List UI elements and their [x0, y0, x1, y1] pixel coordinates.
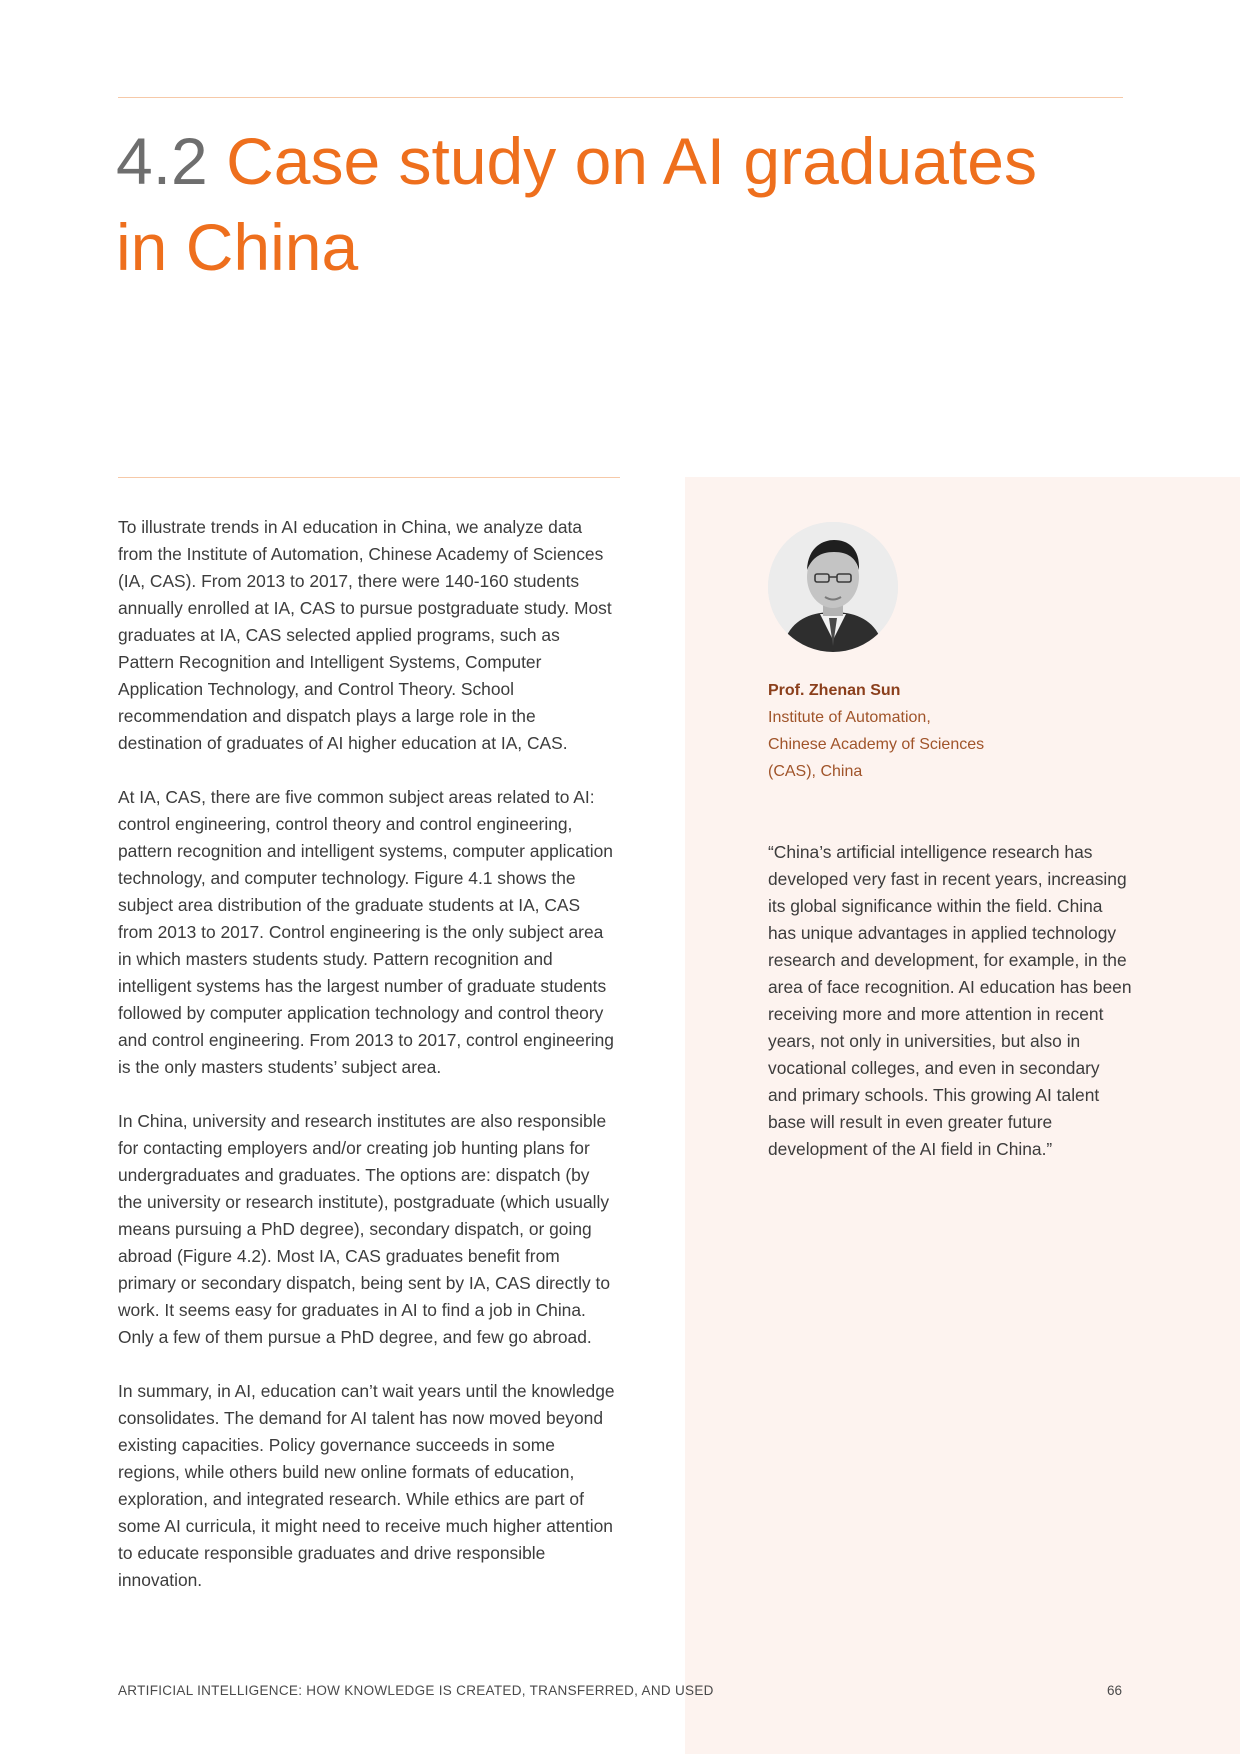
- affiliation-line: Chinese Academy of Sciences: [768, 736, 985, 753]
- affiliation-line: (CAS), China: [768, 763, 863, 780]
- section-title-line-2: in China: [116, 210, 359, 284]
- page-title: [116, 118, 1156, 290]
- portrait-photo: [768, 522, 898, 652]
- speaker-name: Prof. Zhenan Sun: [768, 682, 901, 699]
- page-number: 66: [1106, 1683, 1122, 1698]
- body-paragraph: At IA, CAS, there are five common subject areas related to AI: control engineering, control theory and control engineering, pattern recognition and intelligent systems, computer application technology, and computer technology. Figure 4.1 shows the subject area distribution of the graduate students at IA, CAS from 2013 to 2017. Control engineering is the only subject area in which masters students study. Pattern recognition and intelligent systems has the largest number of graduate students followed by computer application technology and control theory and control engineering. From 2013 to 2017, control engineering is the only masters students’ subject area.: [118, 787, 614, 1077]
- body-text: [118, 514, 618, 1621]
- body-paragraph: In China, university and research institutes are also responsible for contacting employers and/or creating job hunting plans for undergraduates and graduates. The options are: dispatch (by the university or research institute), postgraduate (which usually means pursuing a PhD degree), secondary dispatch, or going abroad (Figure 4.2). Most IA, CAS graduates benefit from primary or secondary dispatch, being sent by IA, CAS directly to work. It seems easy for graduates in AI to find a job in China. Only a few of them pursue a PhD degree, and few go abroad.: [118, 1111, 610, 1347]
- portrait-illustration: [768, 522, 898, 652]
- body-paragraph: In summary, in AI, education can’t wait years until the knowledge consolidates. The demand for AI talent has now moved beyond existing capacities. Policy governance succeeds in some regions, while others build new online formats of education, exploration, and integrated research. While ethics are part of some AI curricula, it might need to receive much higher attention to educate responsible graduates and drive responsible innovation.: [118, 1381, 615, 1590]
- speaker-affiliation: [768, 704, 1188, 785]
- body-paragraph: To illustrate trends in AI education in China, we analyze data from the Institute of Automation, Chinese Academy of Sciences (IA, CAS). From 2013 to 2017, there were 140-160 students annually enrolled at IA, CAS to pursue postgraduate study. Most graduates at IA, CAS selected applied programs, such as Pattern Recognition and Intelligent Systems, Computer Application Technology, and Control Theory. School recommendation and dispatch plays a large role in the destination of graduates of AI higher education at IA, CAS.: [118, 517, 612, 753]
- footer-title: ARTIFICIAL INTELLIGENCE: HOW KNOWLEDGE IS CREATED, TRANSFERRED, AND USED: [118, 1683, 714, 1698]
- section-number: 4.2: [116, 124, 208, 198]
- section-title-line-1: Case study on AI graduates: [226, 124, 1037, 198]
- affiliation-line: Institute of Automation,: [768, 709, 931, 726]
- pull-quote: “China’s artificial intelligence research has developed very fast in recent years, increasing its global significance within the field. China has unique advantages in applied technology research and development, for example, in the area of face recognition. AI education has been receiving more and more attention in recent years, not only in universities, but also in vocational colleges, and even in secondary and primary schools. This growing AI talent base will result in even greater future development of the AI field in China.”: [768, 842, 1132, 1159]
- top-divider: [118, 97, 1123, 98]
- column-divider: [118, 477, 620, 478]
